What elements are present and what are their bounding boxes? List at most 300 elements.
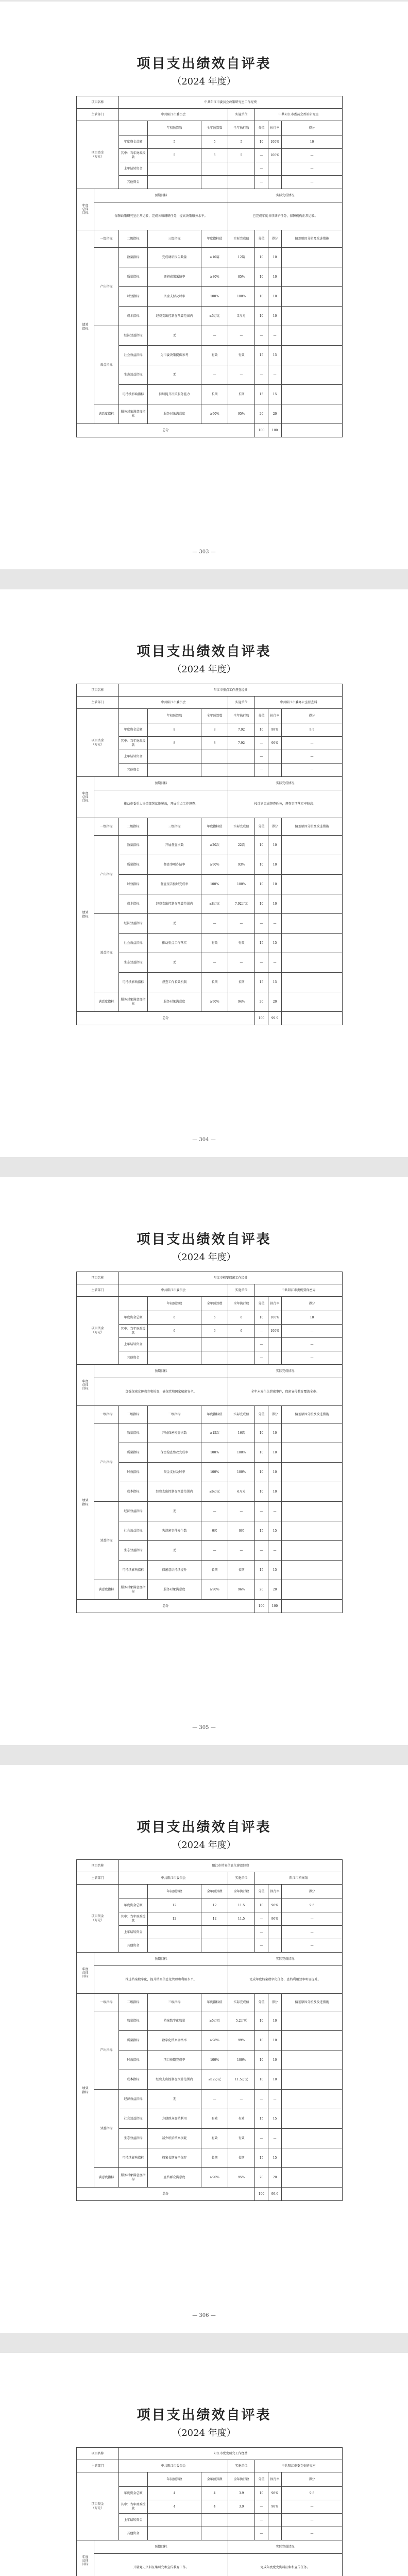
funds-cell [148,1338,201,1351]
impl-unit-label: 实施单位 [228,697,255,709]
indicator-row [77,404,343,424]
indicator-cell: 85% [228,267,255,287]
funds-cell: — [255,149,268,162]
page-year: （2024 年度） [172,664,236,675]
indicator-cell [282,953,343,973]
indicator-cell: 社会效益指标 [119,346,148,365]
funds-cell [148,2527,201,2540]
goal-label: 年度 总体 目标 [77,189,94,230]
funds-row-label: 年度资金总额 [119,2487,148,2500]
indicator-label: 绩效 指标 [77,818,94,1012]
funds-label: 项目资金 （万元） [77,2472,119,2540]
indicator-cell: 22次 [228,836,255,855]
indicator-cell: 20 [255,1580,268,1600]
indicator-cell [282,2070,343,2090]
indicator-cell: — [255,953,268,973]
funds-cell: 100% [268,1325,282,1338]
indicator-cell: — [268,953,282,973]
indicator-cell: 15 [268,2148,282,2168]
indicator-cell: 15 [255,1561,268,1580]
indicator-cell: 长期 [201,973,228,992]
indicator-cell: 有效 [201,2129,228,2148]
indicator-cell: 经费支出控制在预算范围内 [148,307,201,326]
funds-row-label: 其他资金 [119,176,148,189]
evaluation-table [76,1859,343,2201]
indicator-cell: 质量指标 [119,267,148,287]
project-name-value: 阳江市机要保密工作经费 [119,1272,343,1284]
funds-cell [228,2527,255,2540]
indicator-row [77,1580,343,1600]
page-title: 项目支出绩效自评表 [137,2408,271,2423]
funds-cell: — [282,176,343,189]
funds-cell [268,1351,282,1365]
indicator-cell [282,1580,343,1600]
agency-value: 中共阳江市委员会 [119,109,228,121]
total-score: 99.6 [268,2188,282,2201]
indicator-cell: ≥15次 [201,1423,228,1443]
indicator-cell: — [268,2129,282,2148]
indicator-cell: 10 [255,2011,268,2031]
indicator-header: 得分 [268,1994,282,2011]
funds-header: 得分 [282,1885,343,1899]
funds-cell: — [282,1325,343,1338]
funds-cell [201,162,228,176]
funds-cell: 10 [282,135,343,149]
indicator-cell: 督查工作长效机制 [148,973,201,992]
project-name-label: 项目名称 [77,96,119,109]
agency-value: 中共阳江市委员会 [119,697,228,709]
indicator-cell: 保密检查整改完成率 [148,1443,201,1463]
indicator-header: 实际完成值 [228,1994,255,2011]
indicator-cell: 100% [228,875,255,894]
indicator-cell: — [201,326,228,346]
indicator-cell: 10 [268,2031,282,2050]
total-row [77,2188,343,2201]
indicator-cell: 档案数字化数量 [148,2011,201,2031]
indicator-cell [282,385,343,404]
indicator-cell: — [228,365,255,385]
agency-label: 主管部门 [77,109,119,121]
funds-cell [148,162,201,176]
indicator-cell: ≥10篇 [201,248,228,267]
indicator-cell [282,1541,343,1561]
funds-cell: 10 [255,1899,268,1912]
project-name-value: 中共阳江市委员会政策研究室工作经费 [119,96,343,109]
funds-row-label: 其中：当年财政拨款 [119,149,148,162]
funds-row-label: 其中：当年财政拨款 [119,737,148,750]
indicator-cell: — [255,2090,268,2109]
actual-done-header: 实际完成情况 [228,777,343,790]
indicator-header: 分值 [255,1994,268,2011]
project-name-label: 项目名称 [77,684,119,697]
indicator-cell [282,934,343,953]
funds-cell [148,764,201,777]
goal-label: 年度 总体 目标 [77,2540,94,2576]
funds-row-label: 上年结转资金 [119,2514,148,2527]
funds-cell [201,764,228,777]
indicator-cell: — [228,1541,255,1561]
indicator-header: 实际完成值 [228,818,255,836]
indicator-cell: 100% [228,2050,255,2070]
funds-cell: 12 [148,1912,201,1926]
level1-satisfaction: 满意度指标 [94,992,119,1012]
funds-header: 全年预算数 [201,709,228,723]
indicator-cell: 成本指标 [119,2070,148,2090]
indicator-cell: 10 [255,1443,268,1463]
indicator-cell: ≤8万元 [201,894,228,914]
funds-cell [268,2527,282,2540]
indicator-cell: 有效 [201,2109,228,2129]
indicator-header: 偏差原因分析及改进措施 [282,1994,343,2011]
actual-done-text: 完成年度档案数字化任务，查档利用效率明显提升。 [228,1966,343,1994]
level1-output: 产出指标 [94,248,119,326]
impl-unit-label: 实施单位 [228,109,255,121]
funds-cell: 12 [201,1899,228,1912]
indicator-cell: 有效 [228,2129,255,2148]
indicator-cell [282,1443,343,1463]
indicator-cell: 15 [255,346,268,365]
funds-cell: — [255,2500,268,2514]
indicator-cell: 经济效益指标 [119,1502,148,1521]
level1-benefit: 效益指标 [94,326,119,404]
indicator-cell: 5万元 [228,307,255,326]
funds-cell [268,162,282,176]
funds-cell: — [255,1912,268,1926]
indicator-cell: 质量指标 [119,2031,148,2050]
funds-row-label: 上年结转资金 [119,1338,148,1351]
indicator-header: 三级指标 [148,230,201,248]
funds-cell: — [255,2527,268,2540]
indicator-cell: 10 [268,2011,282,2031]
funds-cell: 6 [201,1325,228,1338]
evaluation-page [0,1765,408,2333]
indicator-cell: 100% [228,1463,255,1482]
indicator-cell: 持续提升决策服务能力 [148,385,201,404]
indicator-cell: 11.5万元 [228,2070,255,2090]
page-number: — 306 — [192,2313,216,2318]
indicator-cell: 长期 [201,385,228,404]
funds-cell: 6 [228,1325,255,1338]
indicator-cell: — [228,326,255,346]
indicator-header: 得分 [268,230,282,248]
impl-unit-label: 实施单位 [228,1284,255,1297]
impl-unit-value: 中共阳江市委机要保密局 [255,1284,343,1297]
indicator-cell: 无 [148,2090,201,2109]
indicator-cell: 数量指标 [119,1423,148,1443]
indicator-cell: 数量指标 [119,2011,148,2031]
indicator-cell: 成本指标 [119,894,148,914]
funds-header: 得分 [282,1297,343,1311]
indicator-cell: 10 [268,2070,282,2090]
goal-label: 年度 总体 目标 [77,777,94,818]
indicator-cell: 质量指标 [119,855,148,875]
evaluation-page [0,2,408,569]
indicator-row [77,326,343,346]
indicator-cell: 15 [268,1561,282,1580]
total-label: 总分 [77,2188,255,2201]
funds-header: 分值 [255,1885,268,1899]
project-name-value: 阳江市档案信息化建设经费 [119,1860,343,1872]
indicator-cell: — [268,914,282,934]
indicator-cell: 成本指标 [119,307,148,326]
indicator-cell: 10 [255,287,268,307]
funds-header: 得分 [282,709,343,723]
funds-cell: 5 [228,149,255,162]
indicator-cell: 94% [228,992,255,1012]
indicator-cell: — [255,1541,268,1561]
indicator-header: 年度指标值 [201,230,228,248]
funds-cell [148,1351,201,1365]
funds-label: 项目资金 （万元） [77,1885,119,1953]
indicator-cell: ≥90% [201,404,228,424]
funds-cell: 100% [268,135,282,149]
indicator-cell: ≥80% [201,267,228,287]
indicator-cell: 10 [268,1463,282,1482]
indicator-cell [282,2031,343,2050]
funds-cell: 9.8 [282,2487,343,2500]
total-row [77,1600,343,1613]
funds-cell: 7.92 [228,723,255,737]
indicator-cell: 10 [268,267,282,287]
indicator-row [77,1502,343,1521]
indicator-cell: 数量指标 [119,836,148,855]
funds-cell: 10 [255,1311,268,1325]
indicator-cell: 生态效益指标 [119,365,148,385]
page-number: — 304 — [192,1137,216,1143]
indicator-cell: 15 [268,973,282,992]
level1-satisfaction: 满意度指标 [94,2168,119,2188]
indicator-cell: 数量指标 [119,248,148,267]
level1-output: 产出指标 [94,836,119,914]
page-number: — 303 — [192,549,216,555]
indicator-cell: 无 [148,326,201,346]
funds-header: 全年预算数 [201,1885,228,1899]
total-note [282,1600,343,1613]
indicator-cell: 10 [255,267,268,287]
indicator-header: 偏差原因分析及改进措施 [282,1406,343,1423]
evaluation-page [0,2353,408,2576]
indicator-cell: 99% [228,2031,255,2050]
funds-cell: 100% [268,149,282,162]
indicator-header: 分值 [255,230,268,248]
indicator-label: 绩效 指标 [77,1406,94,1600]
funds-cell: — [255,1926,268,1939]
indicator-header: 分值 [255,1406,268,1423]
indicator-cell: 无 [148,365,201,385]
indicator-cell: 长期 [201,1561,228,1580]
total-label: 总分 [77,1600,255,1613]
indicator-cell: 经费支出控制在预算范围内 [148,894,201,914]
project-name-label: 项目名称 [77,2448,119,2460]
funds-cell [201,750,228,764]
funds-cell: — [282,737,343,750]
indicator-cell: 督查事项办结率 [148,855,201,875]
indicator-cell [282,2090,343,2109]
indicator-cell: 100% [201,1443,228,1463]
indicator-cell: 长期 [228,1561,255,1580]
funds-row-label: 其中：当年财政拨款 [119,1912,148,1926]
funds-cell: — [282,162,343,176]
indicator-cell: 12篇 [228,248,255,267]
funds-cell [201,1939,228,1953]
indicator-cell [282,248,343,267]
indicator-cell: 成本指标 [119,1482,148,1502]
indicator-header: 实际完成值 [228,1406,255,1423]
funds-row-label: 上年结转资金 [119,162,148,176]
indicator-cell: 有效 [201,346,228,365]
indicator-cell: 10 [255,307,268,326]
indicator-cell: 10 [255,855,268,875]
funds-cell [268,750,282,764]
impl-unit-value: 中共阳江市委员会政策研究室 [255,109,343,121]
total-weight: 100 [255,1012,268,1025]
funds-cell: 11.5 [228,1912,255,1926]
indicator-row [77,248,343,267]
funds-header: 年初预算数 [148,1297,201,1311]
funds-row-label: 上年结转资金 [119,750,148,764]
indicator-cell: 社会效益指标 [119,934,148,953]
expected-goal-header: 预期目标 [94,2540,228,2554]
expected-goal-text: 加强保密宣传教育和检查，确保党和国家秘密安全。 [94,1378,228,1406]
level1-benefit: 效益指标 [94,914,119,992]
indicator-cell: 社会效益指标 [119,1521,148,1541]
indicator-cell: 查档群众满意度 [148,2168,201,2188]
funds-cell [201,2514,228,2527]
indicator-cell: 100% [201,1463,228,1482]
page-year: （2024 年度） [172,1252,236,1263]
funds-cell: 9.9 [282,723,343,737]
funds-cell: — [255,1939,268,1953]
indicator-cell: 服务对象满意度指标 [119,992,148,1012]
indicator-cell: 生态效益指标 [119,2129,148,2148]
indicator-cell [282,2168,343,2188]
indicator-cell: 无 [148,953,201,973]
indicator-row [77,1423,343,1443]
indicator-cell: 可持续影响指标 [119,2148,148,2168]
indicator-cell [282,307,343,326]
funds-cell [228,764,255,777]
indicator-cell: — [201,365,228,385]
total-weight: 100 [255,1600,268,1613]
indicator-cell: 时效指标 [119,287,148,307]
indicator-cell [282,2109,343,2129]
funds-header: 全年预算数 [201,2472,228,2487]
indicator-cell: 100% [228,287,255,307]
indicator-cell: — [268,326,282,346]
indicator-cell: 方便群众查档利用 [148,2109,201,2129]
indicator-cell [282,836,343,855]
actual-done-text: 按计划完成督查任务，督查事项落实率较高。 [228,790,343,818]
funds-cell: — [255,1338,268,1351]
indicator-cell: 推动重点工作落实 [148,934,201,953]
indicator-cell: 有效 [228,346,255,365]
indicator-cell: 服务对象满意度指标 [119,2168,148,2188]
indicator-cell: 资金支付及时率 [148,1463,201,1482]
indicator-cell: — [228,953,255,973]
page-number: — 305 — [192,1725,216,1731]
funds-cell [201,1338,228,1351]
funds-cell: 96% [268,1912,282,1926]
indicator-cell: 长期 [228,973,255,992]
funds-cell: 4 [201,2487,228,2500]
indicator-header: 三级指标 [148,1994,201,2011]
indicator-cell: — [228,2090,255,2109]
indicator-cell: 10 [268,855,282,875]
funds-header-blank [119,2472,148,2487]
indicator-cell [282,855,343,875]
indicator-cell: 长期 [228,2148,255,2168]
impl-unit-label: 实施单位 [228,2460,255,2472]
indicator-cell: 10 [255,1463,268,1482]
funds-cell [201,176,228,189]
indicator-label: 绩效 指标 [77,1994,94,2188]
funds-cell: 5 [201,135,228,149]
total-row [77,1012,343,1025]
indicator-cell: 无 [148,1502,201,1521]
indicator-cell: 社会效益指标 [119,2109,148,2129]
indicator-row [77,2168,343,2188]
indicator-cell: 10 [255,1482,268,1502]
indicator-cell: 10 [268,287,282,307]
indicator-cell: ≥90% [201,1580,228,1600]
indicator-cell: 15 [255,973,268,992]
indicator-cell: 96% [228,1580,255,1600]
indicator-cell: 开展保密检查次数 [148,1423,201,1443]
indicator-cell: 93% [228,855,255,875]
indicator-cell: 20 [255,992,268,1012]
funds-cell: 99% [268,723,282,737]
indicator-cell [282,404,343,424]
indicator-header: 三级指标 [148,1406,201,1423]
indicator-cell [282,326,343,346]
indicator-cell: 可持续影响指标 [119,385,148,404]
indicator-cell [282,267,343,287]
indicator-cell [282,2050,343,2070]
level1-benefit: 效益指标 [94,1502,119,1580]
indicator-cell: 服务对象满意度指标 [119,1580,148,1600]
expected-goal-header: 预期目标 [94,1953,228,1966]
funds-cell: 8 [148,737,201,750]
project-name-label: 项目名称 [77,1860,119,1872]
funds-label: 项目资金 （万元） [77,1297,119,1365]
funds-cell: 6 [148,1311,201,1325]
total-note [282,424,343,437]
funds-row-label: 其中：当年财政拨款 [119,1325,148,1338]
funds-header-blank [119,709,148,723]
funds-header: 年初预算数 [148,121,201,135]
funds-cell [228,1926,255,1939]
funds-cell: — [282,149,343,162]
indicator-row [77,992,343,1012]
agency-value: 中共阳江市委员会 [119,1284,228,1297]
impl-unit-value: 中共阳江市委办公室督查科 [255,697,343,709]
indicator-header: 二级指标 [119,1406,148,1423]
indicator-header: 偏差原因分析及改进措施 [282,818,343,836]
indicator-cell: ≥90% [201,2168,228,2188]
indicator-header: 实际完成值 [228,230,255,248]
funds-cell: — [282,1912,343,1926]
evaluation-table [76,2447,343,2576]
actual-done-text: 全年未发生失泄密事件，保密宣传教育覆盖全市。 [228,1378,343,1406]
page-year: （2024 年度） [172,1840,236,1851]
funds-cell: 6 [148,1325,201,1338]
indicator-header: 年度指标值 [201,1406,228,1423]
indicator-cell: ≤12万元 [201,2070,228,2090]
indicator-cell [282,992,343,1012]
indicator-cell: 10 [268,1482,282,1502]
funds-cell: 98% [268,2487,282,2500]
page-title: 项目支出绩效自评表 [137,1232,271,1247]
